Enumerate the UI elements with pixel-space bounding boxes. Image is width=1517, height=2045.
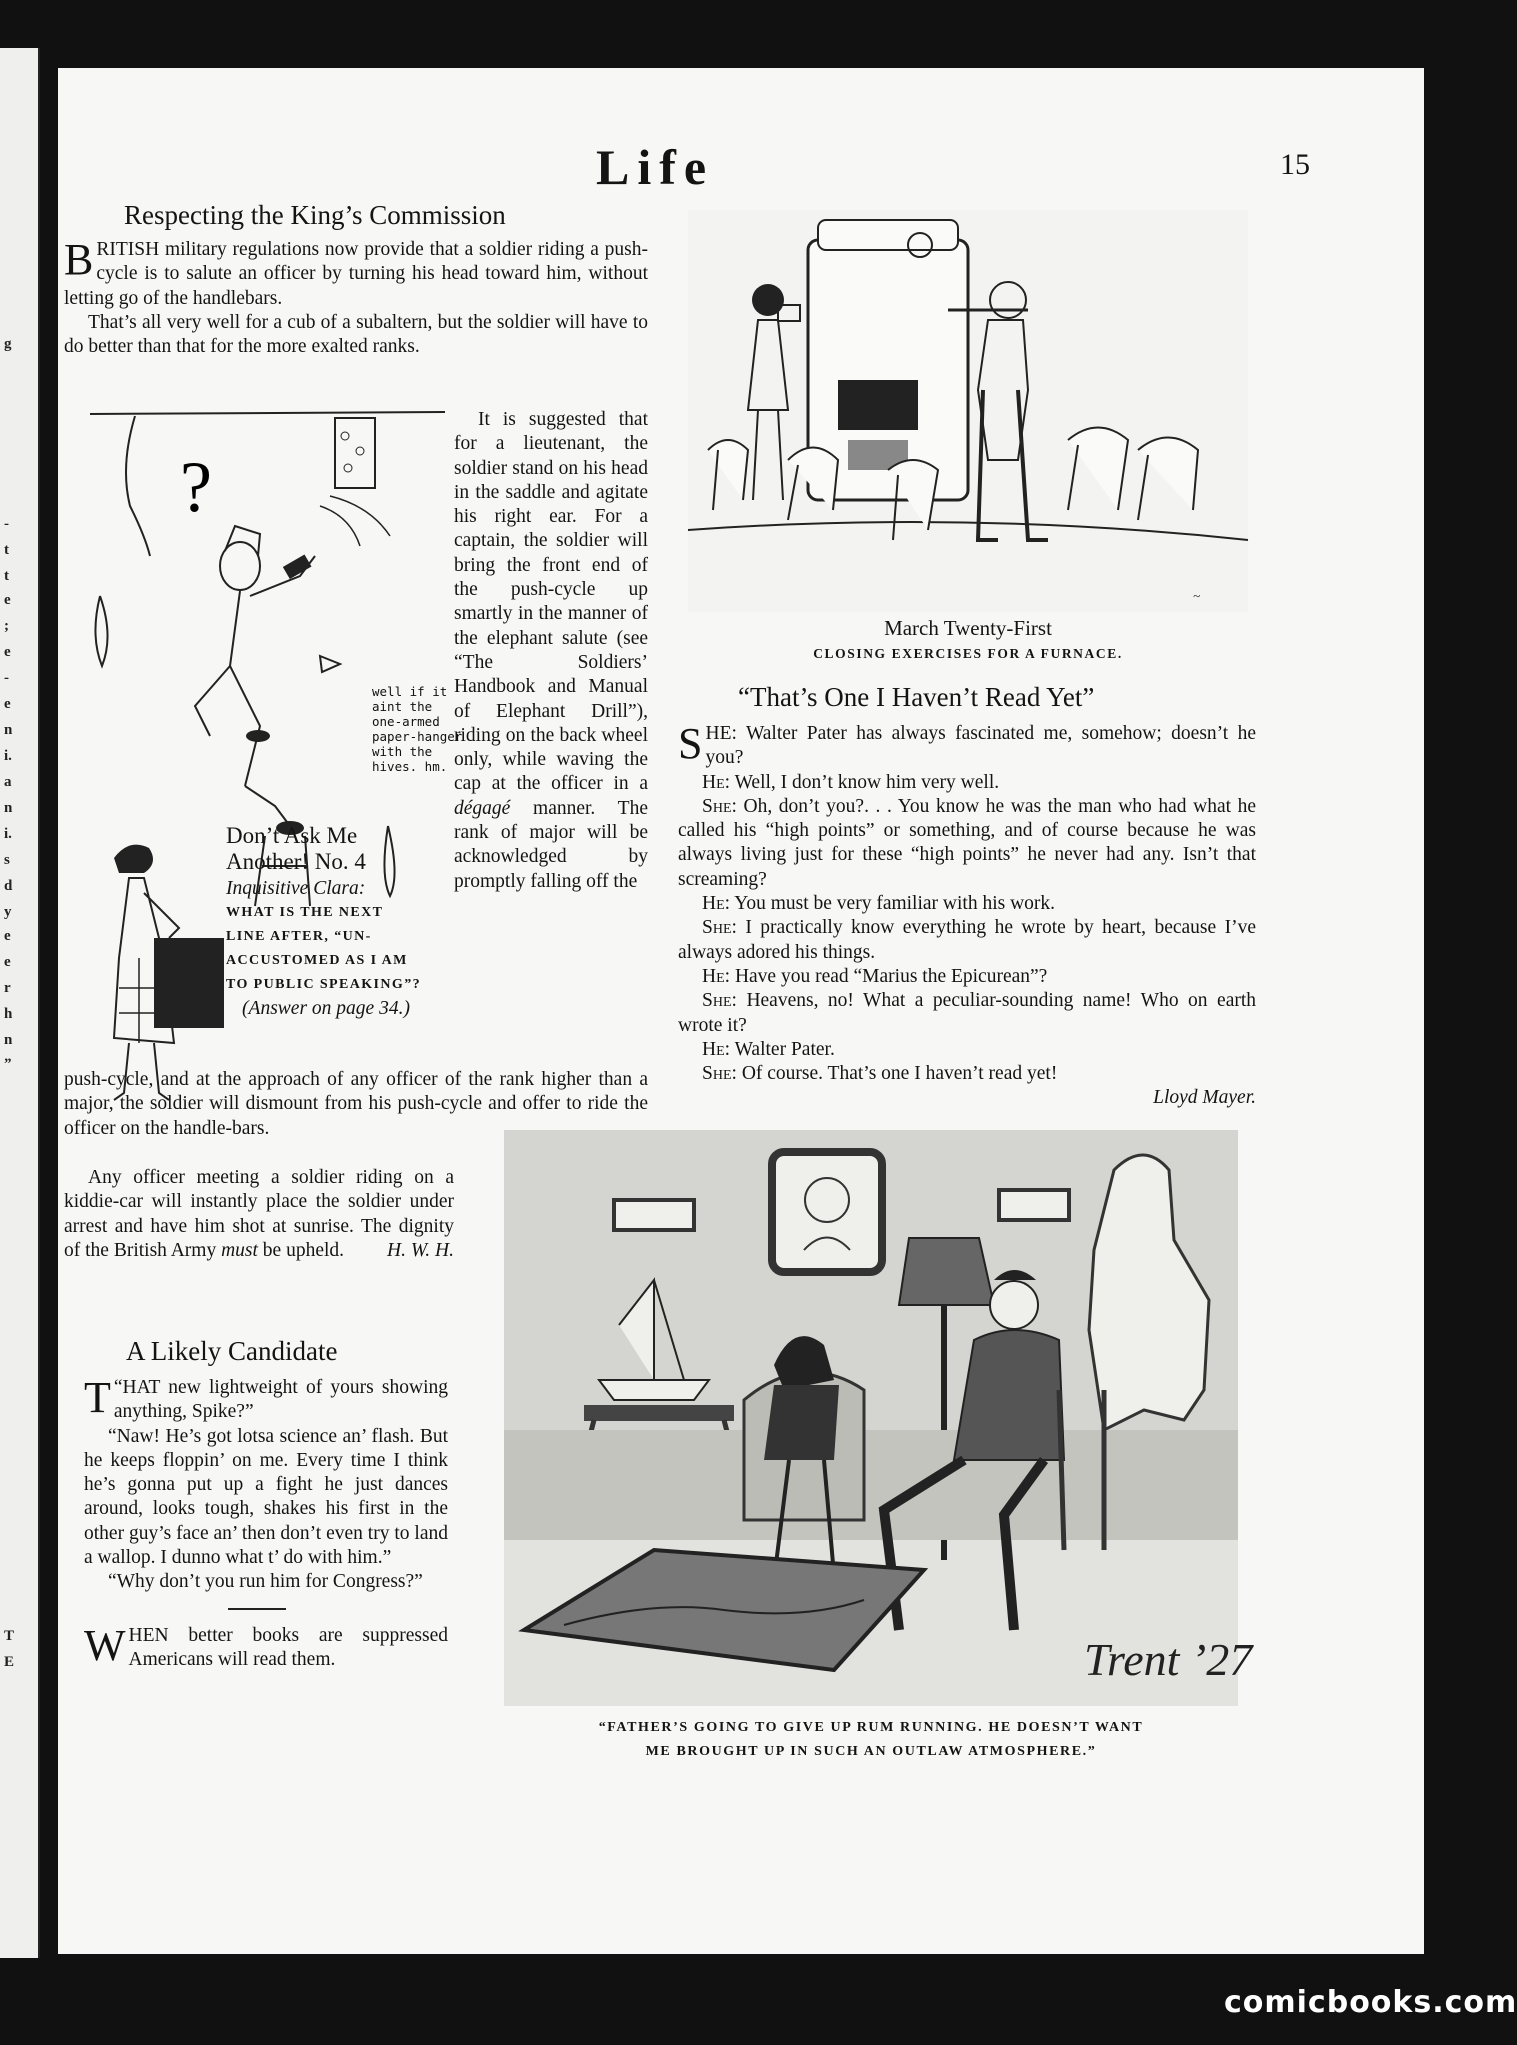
dialogue-text: Walter Pater.: [734, 1038, 835, 1060]
dialogue-text: I practically know everything he wrote by heart, because I’ve always adored his things.: [678, 917, 1256, 963]
paragraph-text: It is suggested that for a lieutenant, the soldier stand on his head in the saddle and agitate his right ear. For a captain, the soldier will bring the front end of the push-cycle up smartly in the manner of the elephant salute (see “The Soldiers’ Handbook and Manual of Elephant Drill”), riding on the back wheel only, while waving the cap at the officer in a: [454, 409, 648, 795]
sidebar-title: Don’t Ask Me Another! No. 4: [226, 823, 366, 874]
paragraph: “ T HAT new lightweight of yours showing anything, Spike?”: [84, 1373, 448, 1423]
living-room-drawing: [504, 1130, 1253, 1706]
furnace-cartoon: [688, 210, 1248, 612]
svg-text:well if it aint the: well if it aint the one-armed paper-hanger with the hives. hm.: [372, 684, 463, 774]
edge-letter: -: [4, 516, 9, 532]
furnace-drawing: [688, 210, 1248, 612]
speaker: He:: [702, 965, 731, 987]
paragraph: [84, 1570, 448, 1594]
dialogue-text: Heavens, no! What a peculiar-sounding name! Who on earth wrote it?: [678, 990, 1257, 1036]
article-title-likely-candidate: A Likely Candidate: [126, 1336, 338, 1366]
paragraph: [64, 311, 648, 360]
italic-word: dégagé: [454, 797, 511, 819]
speaker: She:: [702, 990, 737, 1012]
edge-letter: s: [4, 852, 10, 868]
section-divider: [228, 1608, 286, 1610]
speaker: He:: [702, 893, 731, 915]
dialogue-text: You must be very familiar with his work.: [734, 893, 1056, 915]
filler-books: [84, 1621, 448, 1673]
dialogue-line: [678, 1038, 1256, 1062]
paragraph-text: “Naw! He’s got lotsa science an’ flash. But he keeps floppin’ on me. Every time I think he’s gonna put up a fight he just dances around, looks tough, shakes his first in the other guy’s face an’ then don’t even try to land a wallop. I dunno what t’ do with him.”: [84, 1425, 448, 1569]
edge-letter: e: [4, 592, 11, 608]
dialogue-text: Have you read “Marius the Epicurean”?: [734, 965, 1048, 987]
article-title-havent-read: “That’s One I Haven’t Read Yet”: [738, 682, 1095, 712]
svg-text:~: ~: [1193, 588, 1201, 603]
magazine-page: [58, 68, 1424, 1954]
dialogue-line: [678, 719, 1256, 771]
edge-letter: -: [4, 670, 9, 686]
edge-letter: e: [4, 644, 11, 660]
edge-letter: i.: [4, 748, 12, 764]
edge-letter: e: [4, 954, 11, 970]
paragraph-text: RITISH military regulations now provide that a soldier riding a push-cycle is to salute an officer by turning his head toward him, without letting go of the handlebars.: [64, 239, 648, 309]
paragraph-text: HEN better books are suppressed Americans will read them.: [128, 1625, 448, 1671]
sidebar-answer-ref: (Answer on page 34.): [242, 998, 410, 1020]
article-kings-commission-narrow-column: [454, 408, 648, 894]
sidebar-question: WHAT IS THE NEXT LINE AFTER, “UN-ACCUSTOMED AS I AM TO PUBLIC SPEAKING”?: [226, 905, 421, 993]
previous-page-edge: [0, 48, 40, 1958]
article-kings-commission-intro: [64, 235, 648, 359]
speaker: HE:: [705, 723, 737, 744]
drop-cap: B: [64, 235, 94, 284]
cartoon-signature: Trent ’27: [1084, 1634, 1253, 1685]
drop-cap: W: [84, 1621, 126, 1670]
dialogue-text: Oh, don’t you?. . . You know he was the man who had what he called his “high points” or something, and of course because he was always living just for these “high points” he never had any. Isn’t that screaming?: [678, 795, 1256, 890]
page-number: 15: [1280, 148, 1310, 181]
article-likely-candidate: [84, 1373, 448, 1595]
cartoon-caption-line-2: ME BROUGHT UP IN SUCH AN OUTLAW ATMOSPHERE.”: [645, 1744, 1097, 1759]
watermark: comicbooks.com: [1224, 1985, 1517, 2020]
dialogue-line: [678, 771, 1256, 795]
edge-letter: i.: [4, 826, 12, 842]
signature-hwh: H. W. H.: [387, 1240, 454, 1262]
edge-letter: n: [4, 800, 13, 816]
paragraph-text: be upheld.: [262, 1239, 345, 1261]
article-havent-read: [678, 719, 1257, 1111]
paragraph-text: push-cycle, and at the approach of any officer of the rank higher than a major, the soldier will dismount from his push-cycle and offer to ride the officer on the handle-bars.: [64, 1069, 648, 1139]
drop-cap: T: [84, 1373, 111, 1422]
italic-word: must: [221, 1239, 258, 1261]
dialogue-line: [678, 1062, 1256, 1086]
speaker: He:: [702, 1038, 731, 1060]
signature-lloyd-mayer: Lloyd Mayer.: [1153, 1087, 1256, 1109]
dialogue-line: [678, 916, 1256, 965]
edge-letter: t: [4, 542, 9, 558]
sidebar-dont-ask-me: [226, 823, 426, 1022]
dialogue-text: Of course. That’s one I haven’t read yet!: [741, 1063, 1058, 1085]
dialogue-line: [678, 989, 1256, 1038]
edge-letter: e: [4, 928, 11, 944]
paragraph: [64, 235, 648, 311]
article-title-kings-commission: Respecting the King’s Commission: [124, 200, 506, 230]
paragraph-text: That’s all very well for a cub of a subaltern, but the soldier will have to do better than that for the more exalted ranks.: [64, 311, 648, 358]
dialogue-line: [678, 892, 1256, 916]
edge-letter: n: [4, 1032, 13, 1048]
edge-letter: T: [4, 1628, 15, 1644]
paragraph-text: “Why don’t you run him for Congress?”: [108, 1571, 423, 1593]
paragraph: [84, 1621, 448, 1673]
edge-letter: E: [4, 1654, 15, 1670]
paragraph-text: Any officer meeting a soldier riding on a kiddie-car will instantly place the soldier under arrest and have him shot at sunrise. The dignity of the British Army: [64, 1167, 454, 1261]
edge-letter: d: [4, 878, 13, 894]
paragraph-text: HAT new lightweight of yours showing anything, Spike?”: [113, 1377, 448, 1423]
dialogue-line: [678, 965, 1256, 989]
edge-letter: a: [4, 774, 12, 790]
dialogue-text: Walter Pater has always fascinated me, somehow; doesn’t he you?: [705, 723, 1256, 769]
dialogue-line: [678, 795, 1256, 892]
edge-letter: h: [4, 1006, 13, 1022]
edge-letter: r: [4, 980, 11, 996]
svg-text:?: ?: [180, 447, 212, 527]
masthead: Life: [596, 139, 715, 195]
paragraph-text: manner. The rank of major will be acknowledged by promptly falling off the: [454, 797, 648, 892]
speaker: She:: [702, 1063, 737, 1085]
speaker: She:: [702, 917, 737, 939]
paragraph: [454, 408, 648, 894]
speaker: He:: [702, 771, 731, 793]
sidebar-name: Inquisitive Clara:: [226, 878, 366, 899]
speaker: She:: [702, 795, 737, 817]
dialogue-text: Well, I don’t know him very well.: [734, 771, 1000, 793]
cartoon-caption-furnace: CLOSING EXERCISES FOR A FURNACE.: [813, 646, 1123, 661]
drop-cap: S: [678, 719, 703, 768]
edge-letter: y: [4, 904, 12, 920]
edge-letter: g: [4, 336, 12, 352]
edge-letter: n: [4, 722, 13, 738]
article-kings-commission-ending: [64, 1166, 454, 1263]
edge-letter: t: [4, 568, 9, 584]
edge-letter: ”: [4, 1056, 12, 1072]
cartoon-caption-line-1: “FATHER’S GOING TO GIVE UP RUM RUNNING. HE DOESN’T WANT: [598, 1720, 1144, 1735]
edge-letter: e: [4, 696, 11, 712]
rum-running-cartoon: [504, 1130, 1253, 1706]
paragraph: [84, 1425, 448, 1571]
cartoon-title-march: March Twenty-First: [884, 616, 1052, 640]
edge-letter: ;: [4, 618, 9, 634]
